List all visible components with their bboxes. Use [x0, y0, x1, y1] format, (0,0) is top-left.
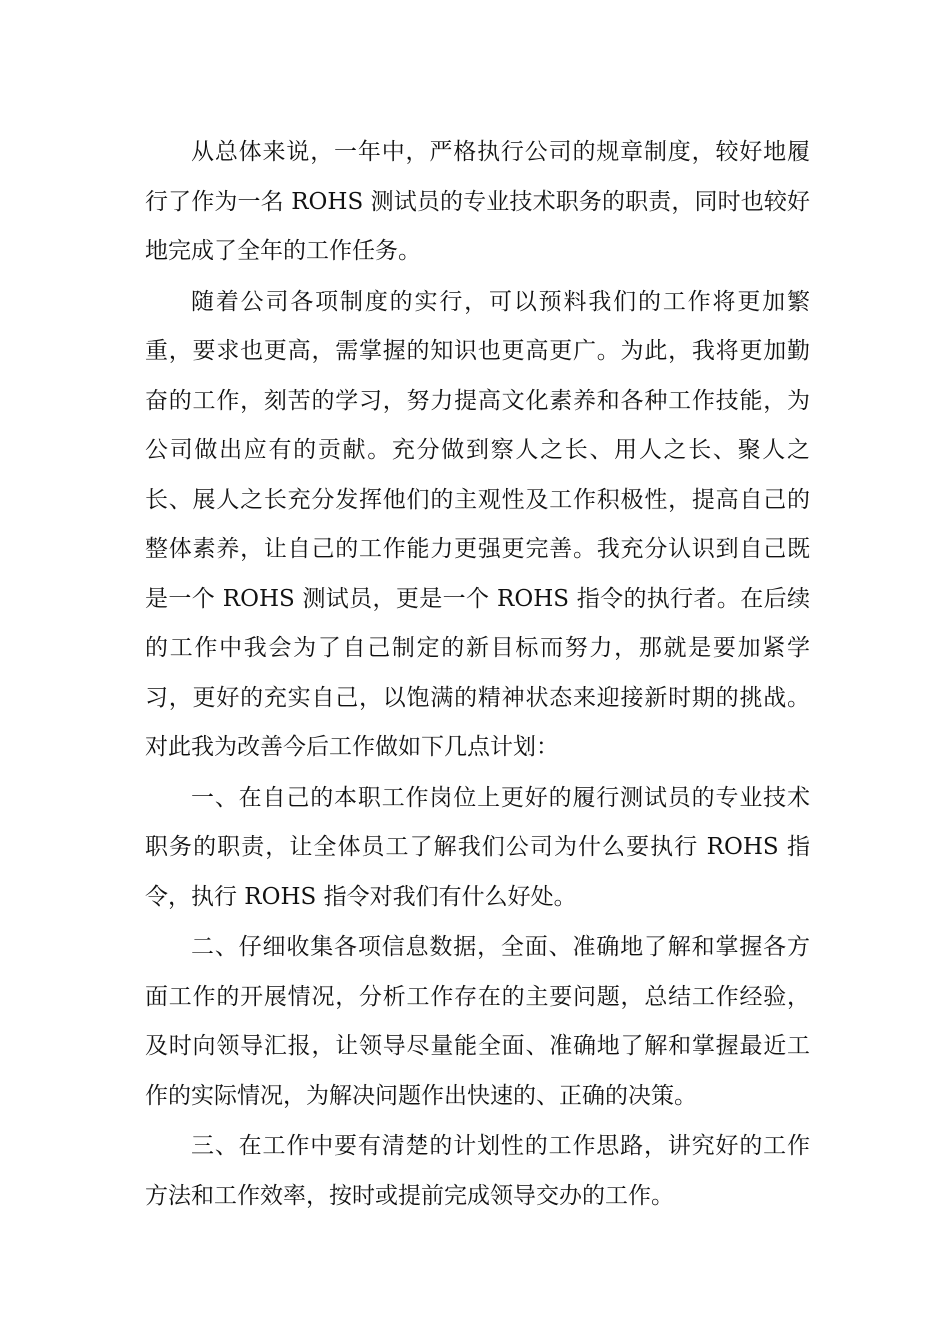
paragraph-plan-1: 一、在自己的本职工作岗位上更好的履行测试员的专业技术职务的职责，让全体员工了解我们公司为什么要执行 ROHS 指令，执行 ROHS 指令对我们有什么好处。	[145, 784, 810, 910]
document-page	[145, 128, 810, 1221]
paragraph-summary: 从总体来说，一年中，严格执行公司的规章制度，较好地履行了作为一名 ROHS 测试员的专业技术职务的职责，同时也较好地完成了全年的工作任务。	[145, 139, 810, 264]
paragraph-outlook: 随着公司各项制度的实行，可以预料我们的工作将更加繁重，要求也更高，需掌握的知识也更高更广。为此，我将更加勤奋的工作，刻苦的学习，努力提高文化素养和各种工作技能，为公司做出应有的贡献。充分做到察人之长、用人之长、聚人之长、展人之长充分发挥他们的主观性及工作积极性，提高自己的整体素养，让自己的工作能力更强更完善。我充分认识到自己既是一个 ROHS 测试员，更是一个 ROHS 指令的执行者。在后续的工作中我会为了自己制定的新目标而努力，那就是要加紧学习，更好的充实自己，以饱满的精神状态来迎接新时期的挑战。对此我为改善今后工作做如下几点计划：	[145, 288, 810, 760]
paragraph-plan-3: 三、在工作中要有清楚的计划性的工作思路，讲究好的工作方法和工作效率，按时或提前完成领导交办的工作。	[145, 1133, 810, 1209]
paragraph-plan-2: 二、仔细收集各项信息数据，全面、准确地了解和掌握各方面工作的开展情况，分析工作存在的主要问题，总结工作经验，及时向领导汇报，让领导尽量能全面、准确地了解和掌握最近工作的实际情况，为解决问题作出快速的、正确的决策。	[145, 934, 810, 1109]
